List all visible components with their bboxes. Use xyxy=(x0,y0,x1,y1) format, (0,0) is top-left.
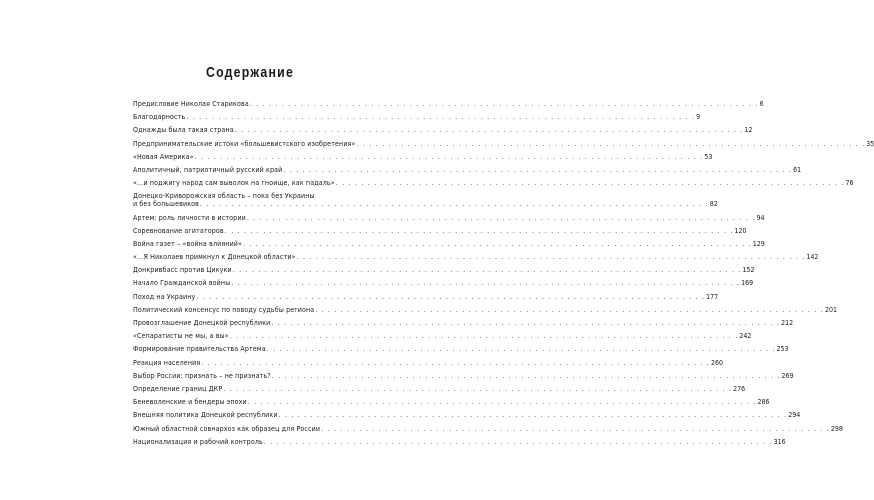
toc-page-number: 53 xyxy=(704,152,713,161)
toc-page-number: 242 xyxy=(739,332,752,341)
toc-page-number: 286 xyxy=(757,398,770,407)
toc-leader-dots xyxy=(297,253,806,261)
toc-entry-label: Соревнование агитаторов xyxy=(133,226,224,235)
toc-leader-dots xyxy=(201,359,710,367)
toc-leader-dots xyxy=(321,425,830,433)
toc-leader-dots xyxy=(230,332,739,340)
toc-page-number: 298 xyxy=(830,424,843,433)
toc-page-number: 129 xyxy=(752,239,765,248)
toc-page-number: 82 xyxy=(709,200,718,209)
toc-entry-label: Беневоленские и бендеры эпохи xyxy=(133,398,247,407)
toc-entry-label: «...и поджигу народ сам выволок на гноище, как падаль» xyxy=(133,179,335,188)
toc-leader-dots xyxy=(315,306,824,314)
toc-entry-label: и без большевиков xyxy=(133,200,200,209)
toc-leader-dots xyxy=(235,126,744,134)
toc-leader-dots xyxy=(247,214,756,222)
toc-leader-dots xyxy=(264,438,773,446)
toc-entry xyxy=(133,266,755,275)
page-title: Содержание xyxy=(205,64,295,81)
toc-entry xyxy=(133,332,752,341)
toc-leader-dots xyxy=(243,240,752,248)
toc-page-number: 177 xyxy=(706,292,719,301)
toc-page-number: 9 xyxy=(696,113,701,122)
toc-leader-dots xyxy=(267,345,776,353)
toc-page-number: 201 xyxy=(824,305,838,314)
toc-leader-dots xyxy=(357,140,866,148)
toc-entry xyxy=(133,279,754,288)
toc-entry-label: Реакция населения xyxy=(133,358,201,367)
toc-entry xyxy=(133,213,765,222)
toc-leader-dots xyxy=(271,319,780,327)
toc-leader-dots xyxy=(196,293,705,301)
toc-entry-label: Благодарность xyxy=(133,113,186,122)
toc-entry-label: Национализация и рабочий контроль xyxy=(133,437,263,446)
toc-leader-dots xyxy=(225,227,734,235)
toc-entry-label: Однажды была такая страна xyxy=(133,126,234,135)
toc-entry-label: Начало Гражданской войны xyxy=(133,279,231,288)
toc-leader-dots xyxy=(283,166,792,174)
toc-entry xyxy=(133,411,801,420)
toc-entry xyxy=(133,126,753,135)
toc-page-number: 152 xyxy=(742,266,755,275)
toc-entry xyxy=(133,398,770,407)
toc-entry-label: Южный областной совнархоз как образец для России xyxy=(133,424,321,433)
toc-leader-dots xyxy=(279,411,788,419)
toc-entry xyxy=(133,305,838,314)
toc-page-number: 142 xyxy=(806,253,819,262)
toc-page-number: 35 xyxy=(866,139,874,148)
toc-entry-label: Предпринимательские истоки «большевистского изобретения» xyxy=(133,139,356,148)
toc-entry xyxy=(133,319,794,327)
toc-entry xyxy=(133,253,819,262)
toc-entry-label: Формирование правительства Артема xyxy=(133,345,266,354)
toc-entry-first-line: Донецко-Криворожская область – пока без Украины xyxy=(133,192,315,201)
toc-entry-label: «Сепаратисты не мы, а вы» xyxy=(133,332,229,341)
toc-page-number: 94 xyxy=(756,213,765,222)
toc-leader-dots xyxy=(231,279,740,287)
toc-entry xyxy=(133,165,802,174)
toc-entry xyxy=(133,345,789,354)
toc-entry xyxy=(133,437,786,446)
toc-entry-label: Предисловие Николая Старикова xyxy=(133,100,249,108)
toc-entry xyxy=(133,152,713,161)
toc-leader-dots xyxy=(248,398,757,406)
toc-entry-label: Донкривбасс против Цикуки xyxy=(133,266,232,275)
toc-entry xyxy=(133,113,701,122)
toc-leader-dots xyxy=(250,100,759,108)
toc-page-number: 260 xyxy=(711,358,724,367)
toc-entry xyxy=(133,358,724,367)
toc-page-number: 120 xyxy=(734,226,747,235)
toc-entry xyxy=(133,239,765,248)
toc-leader-dots xyxy=(336,179,845,187)
toc-entry xyxy=(133,424,843,433)
toc-leader-dots xyxy=(186,113,695,121)
toc-leader-dots xyxy=(200,200,709,208)
toc-entry xyxy=(133,179,854,188)
toc-entry-label: Артем: роль личности в истории xyxy=(133,213,246,222)
toc-entry-label: Провозглашение Донецкой республики xyxy=(133,319,271,327)
toc-entry xyxy=(133,384,746,393)
toc-page-number: 276 xyxy=(733,384,746,393)
toc-page-number: 12 xyxy=(744,126,753,135)
table-of-contents xyxy=(133,100,874,451)
toc-entry xyxy=(133,139,874,148)
toc-entry-label: Война газет – «война влияний» xyxy=(133,239,243,248)
toc-entry xyxy=(133,292,719,301)
toc-leader-dots xyxy=(233,266,742,274)
toc-page-number: 169 xyxy=(741,279,754,288)
toc-leader-dots xyxy=(272,372,781,380)
toc-entry-label: «...Я Николаев примкнул к Донецкой области» xyxy=(133,253,296,262)
toc-entry-label: Выбор России: признать – не признать? xyxy=(133,371,271,380)
toc-entry-label: Политический консенсус по поводу судьбы региона xyxy=(133,305,315,314)
toc-entry-label: Аполитичный, патриотичный русский край xyxy=(133,165,283,174)
toc-entry-label: Внешняя политика Донецкой республики xyxy=(133,411,278,420)
toc-page-number: 253 xyxy=(776,345,789,354)
toc-entry xyxy=(133,200,718,209)
toc-entry xyxy=(133,100,764,108)
toc-page-number: 61 xyxy=(793,165,802,174)
toc-entry xyxy=(133,226,747,235)
toc-page-number: 76 xyxy=(845,179,854,188)
toc-page-number: 294 xyxy=(788,411,801,420)
toc-leader-dots xyxy=(223,385,732,393)
toc-page-number: 212 xyxy=(781,319,794,327)
toc-entry-label: Определение границ ДКР xyxy=(133,384,223,393)
toc-entry xyxy=(133,371,794,380)
toc-entry-label: «Новая Америка» xyxy=(133,152,194,161)
toc-entry-label: Поход на Украину xyxy=(133,292,196,301)
toc-leader-dots xyxy=(195,153,704,161)
toc-page-number: 316 xyxy=(773,437,786,446)
toc-page-number: 269 xyxy=(781,371,794,380)
toc-page-number: 6 xyxy=(759,100,764,108)
